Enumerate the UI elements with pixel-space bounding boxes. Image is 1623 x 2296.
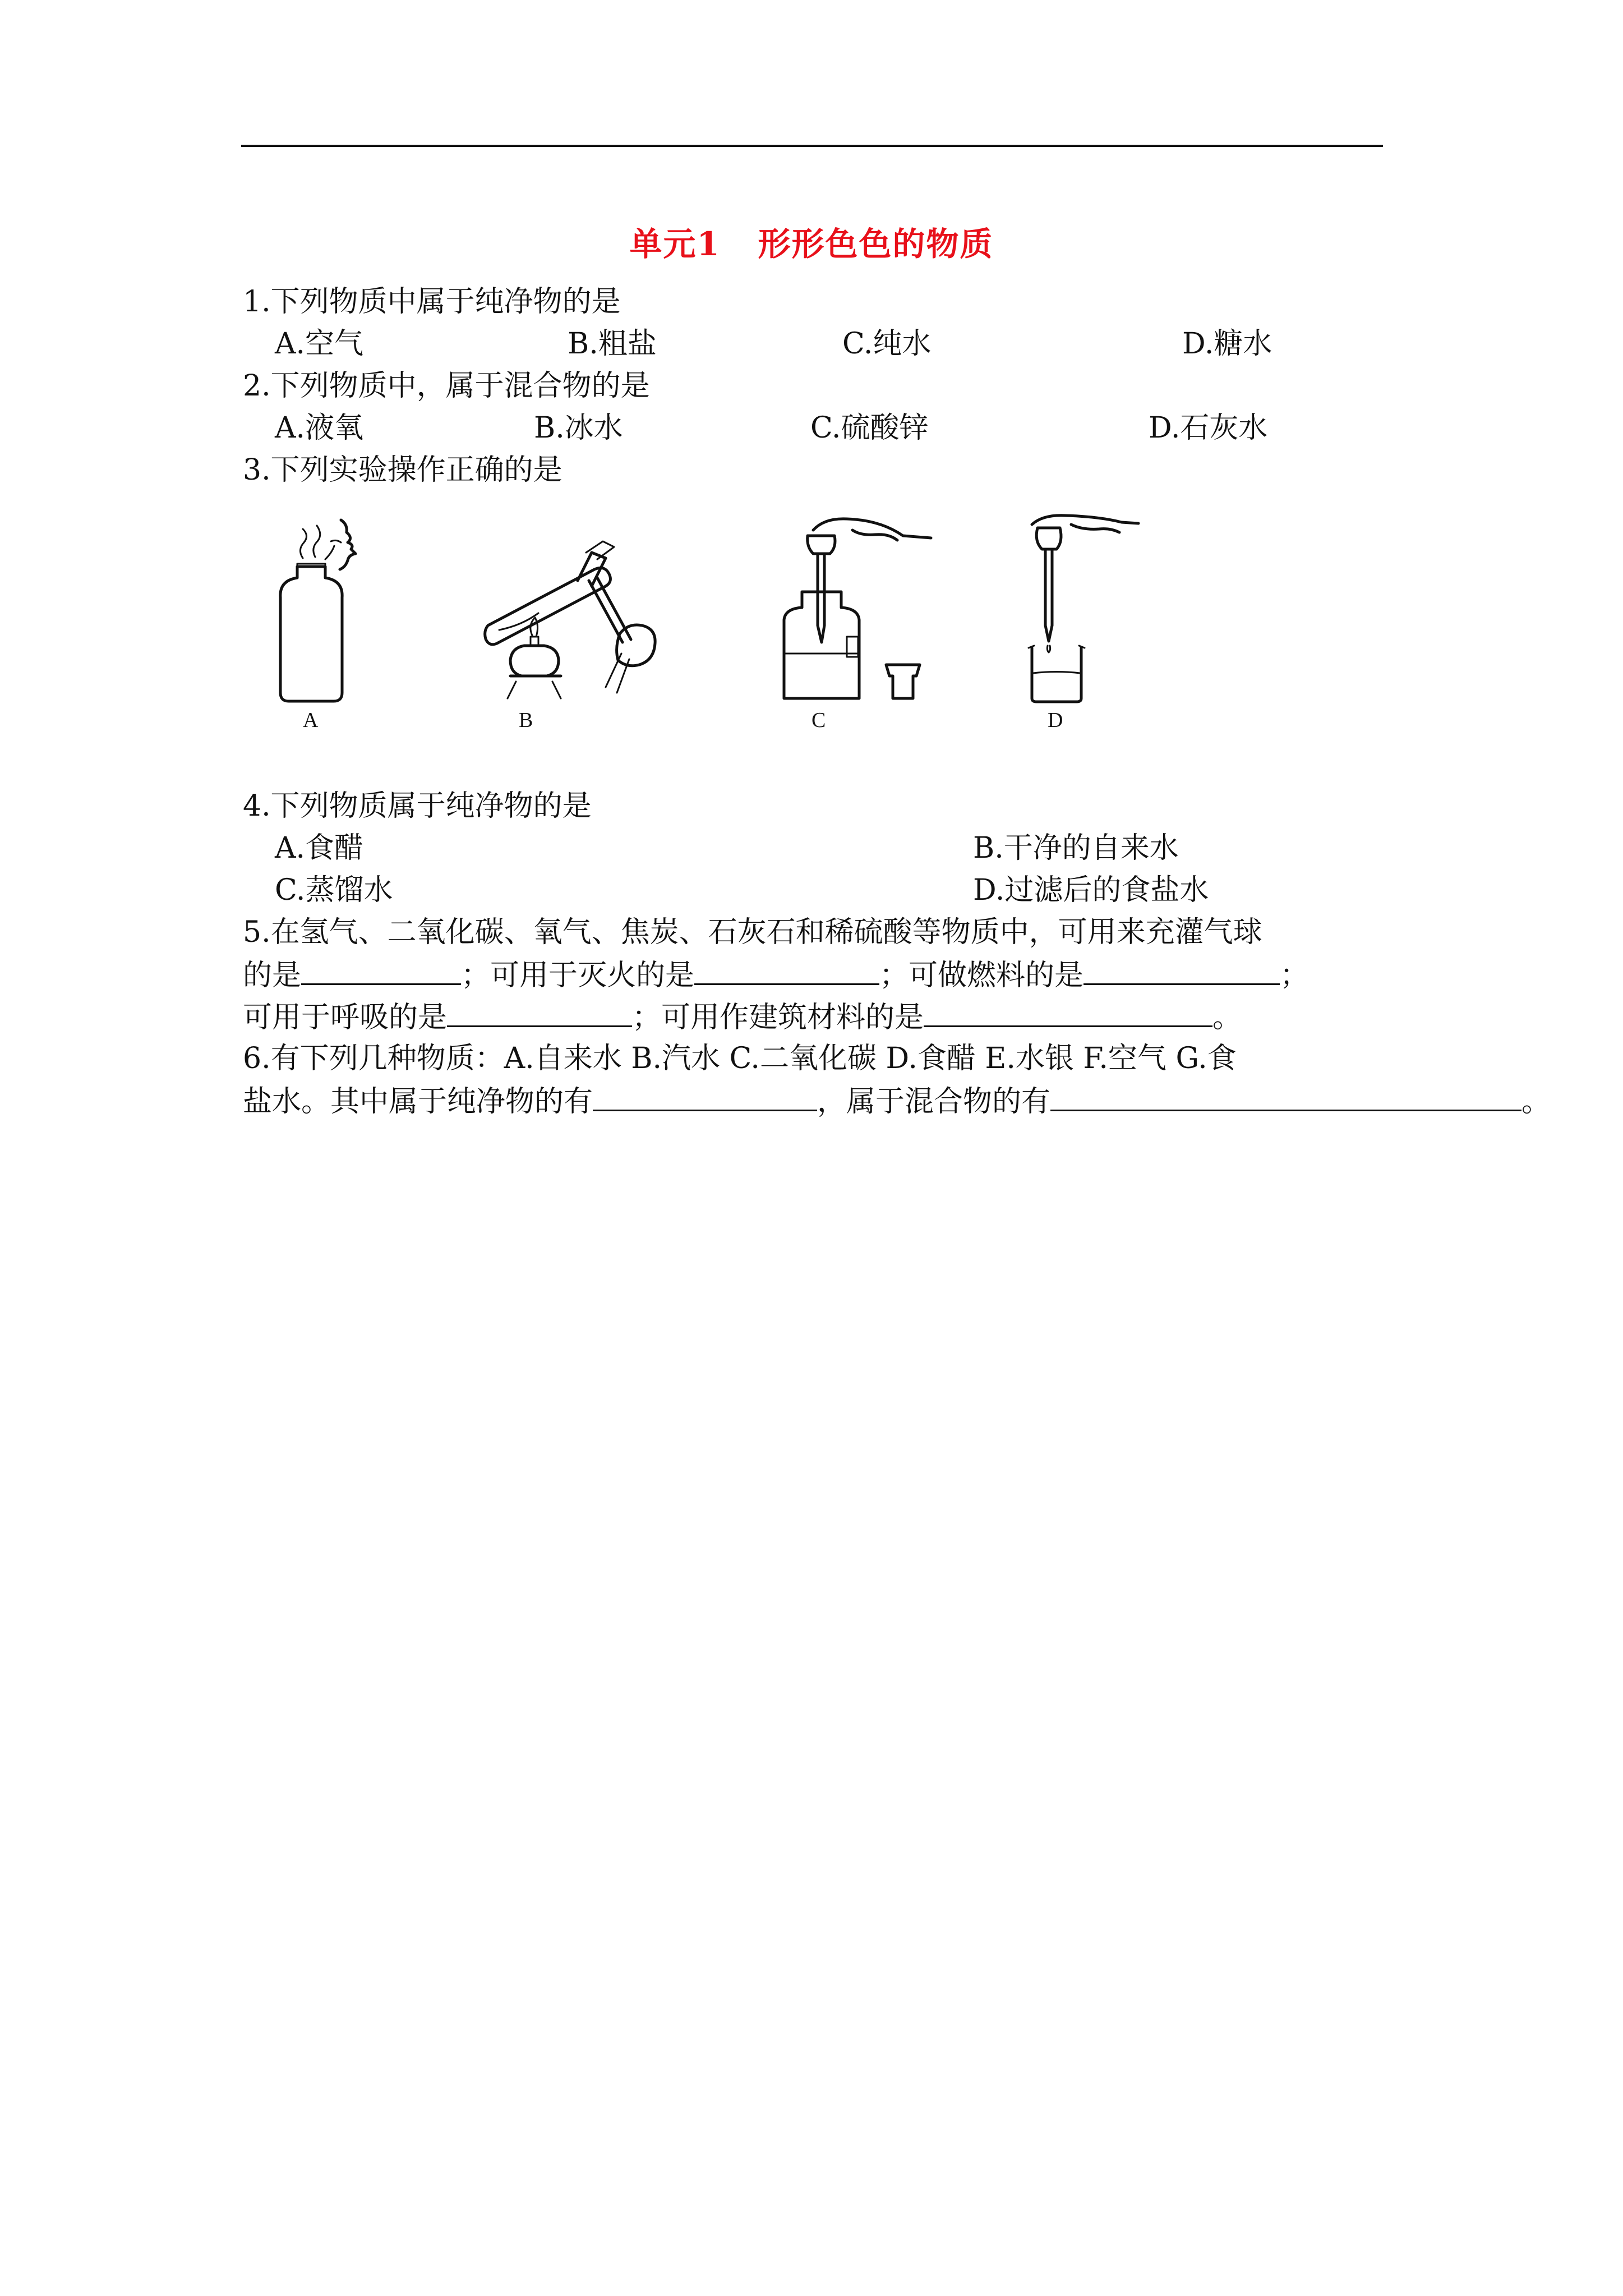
q1-stem: 1.下列物质中属于纯净物的是	[243, 285, 621, 319]
q5-text-4: ；	[1280, 959, 1310, 992]
q5-text-1: 的是	[243, 959, 302, 992]
title-name: 形形色色的物质	[758, 225, 994, 263]
q5-text-2: ；可用于灭火的是	[461, 959, 695, 992]
q4-stem: 4.下列物质属于纯净物的是	[243, 789, 592, 823]
q4-option-b: B.干净的自来水	[973, 831, 1179, 865]
q6-text-2: ，属于混合物的有	[817, 1085, 1051, 1119]
q6-blank-pure[interactable]	[593, 1084, 817, 1111]
q5-text-7: 。	[1212, 1001, 1242, 1034]
q5-text-6: ；可用作建筑材料的是	[632, 1001, 924, 1034]
header-rule	[241, 145, 1383, 147]
q6-text-3: 。	[1521, 1085, 1551, 1119]
figure-d-label: D	[1048, 708, 1063, 732]
figure-c-label: C	[811, 708, 826, 732]
q5-text-5: 可用于呼吸的是	[243, 1001, 448, 1034]
q5-line-2	[243, 958, 1309, 992]
q1-option-b: B.粗盐	[568, 327, 657, 361]
q6-text-1: 盐水。其中属于纯净物的有	[243, 1085, 593, 1119]
q1-option-d: D.糖水	[1182, 327, 1272, 361]
figure-b-label: B	[519, 708, 533, 732]
figure-a-label: A	[303, 708, 319, 732]
q5-blank-balloon[interactable]	[301, 958, 461, 985]
q6-line-2	[243, 1084, 1551, 1119]
q6-line-1: 6.有下列几种物质：A.自来水 B.汽水 C.二氧化碳 D.食醋 E.水银 F.空气 G.食	[243, 1042, 1237, 1075]
q5-line-3	[243, 1000, 1242, 1034]
q4-option-c: C.蒸馏水	[275, 873, 393, 907]
title-unit: 单元1	[629, 225, 721, 263]
q5-blank-breathing[interactable]	[447, 1000, 632, 1027]
figure-a-smell-bottle	[264, 513, 365, 704]
figure-d-dropper-beaker	[1021, 513, 1144, 704]
q5-text-3: ；可做燃料的是	[879, 959, 1084, 992]
q2-option-c: C.硫酸锌	[810, 411, 929, 445]
q5-line-1: 5.在氢气、二氧化碳、氧气、焦炭、石灰石和稀硫酸等物质中，可用来充灌气球	[243, 915, 1262, 949]
q4-option-d: D.过滤后的食盐水	[973, 873, 1209, 907]
figure-b-heating-test-tube	[477, 513, 662, 704]
q1-option-c: C.纯水	[842, 327, 932, 361]
q2-option-b: B.冰水	[534, 411, 623, 445]
page-title	[0, 218, 1623, 265]
q5-blank-building[interactable]	[924, 1000, 1212, 1027]
q1-option-a: A.空气	[275, 327, 364, 361]
q5-blank-fuel[interactable]	[1083, 958, 1280, 985]
q2-stem: 2.下列物质中，属于混合物的是	[243, 369, 650, 403]
q2-option-d: D.石灰水	[1149, 411, 1268, 445]
q6-blank-mixture[interactable]	[1050, 1084, 1521, 1111]
q4-option-a: A.食醋	[275, 831, 364, 865]
figure-c-dropper-bottle	[768, 513, 937, 704]
q5-blank-extinguish[interactable]	[694, 958, 879, 985]
q2-option-a: A.液氧	[275, 411, 364, 445]
q3-stem: 3.下列实验操作正确的是	[243, 453, 562, 487]
